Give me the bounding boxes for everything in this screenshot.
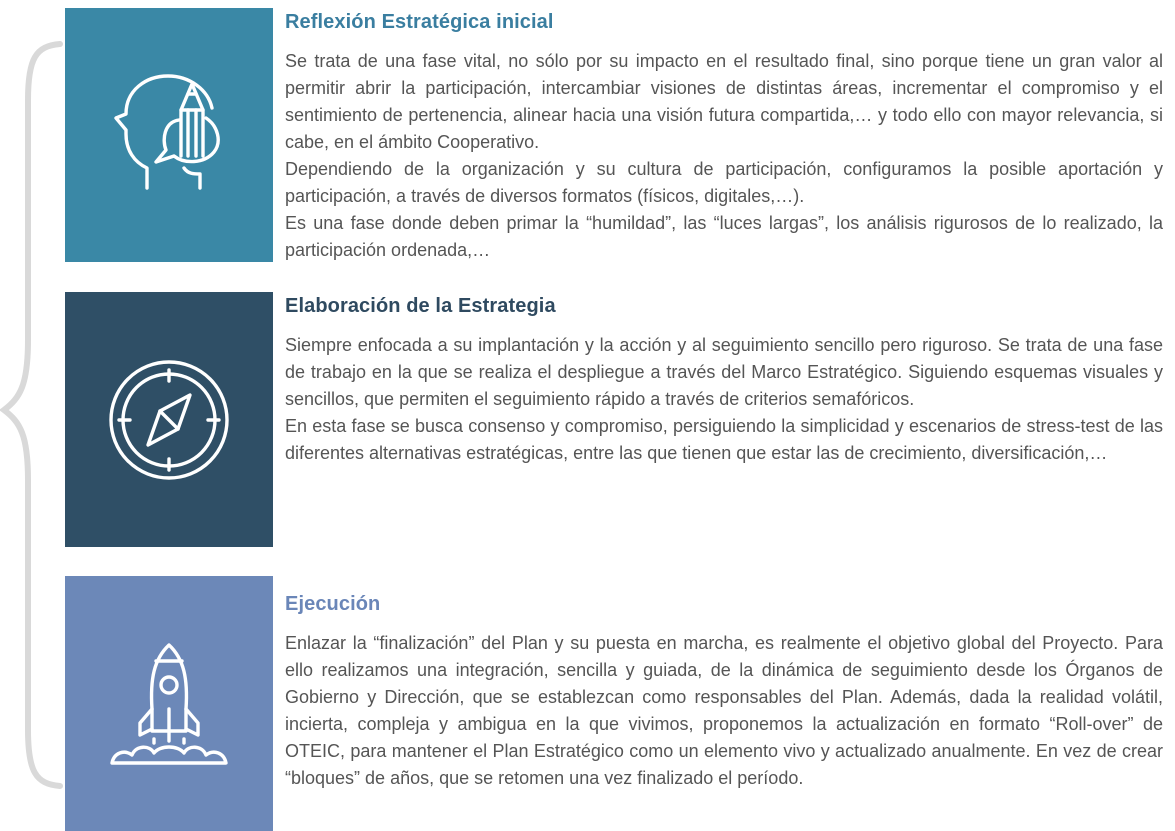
phase-ejecucion [65,576,1165,831]
phase-paragraph: Enlazar la “finalización” del Plan y su puesta en marcha, es realmente el objetivo global del Proyecto. Para ello realizamos una integración, sencilla y guiada, de la dinámica de seguimiento desde los Órganos de Gobierno y Dirección, que se establezcan como responsables del Plan. Además, dada la realidad volátil, incierta, compleja y ambigua en la que vivimos, proponemos la actualización en formato “Roll-over” de OTEIC, para mantener el Plan Estratégico como un elemento vivo y actualizado anualmente. En vez de crear “bloques” de años, que se retomen una vez finalizado el período. [285,633,1163,788]
phase-paragraph: Siempre enfocada a su implantación y la acción y al seguimiento sencillo pero riguroso. Se trata de una fase de trabajo en la que se realiza el despliegue a través del Marco Estratégico. Siguiendo esquemas visuales y sencillos, que permiten el seguimiento rápido a través de criterios semafóricos. [285,335,1163,409]
phase-content-reflexion [285,8,1163,264]
phase-description [285,332,1163,467]
phase-paragraph: Dependiendo de la organización y su cultura de participación, configuramos la posible aportación y participación, a través de diversos formatos (físicos, digitales,…). [285,159,1163,206]
phase-paragraph: Se trata de una fase vital, no sólo por su impacto en el resultado final, sino porque tiene un gran valor al permitir abrir la participación, intercambiar visiones de distintas áreas, incrementar el compromiso y el sentimiento de pertenencia, alinear hacia una visión futura compartida,… y todo ello con mayor relevancia, si cabe, en el ámbito Cooperativo. [285,51,1163,152]
phase-description [285,48,1163,264]
phase-tile-reflexion [65,8,273,262]
phase-paragraph: En esta fase se busca consenso y compromiso, persiguiendo la simplicidad y escenarios de stress-test de las diferentes alternativas estratégicas, entre las que tienen que estar las de crecimiento, diversificación,… [285,416,1163,463]
phase-tile-ejecucion [65,576,273,831]
head-pencil-icon [104,70,234,200]
phase-title: Reflexión Estratégica inicial [285,11,554,33]
curly-brace [0,40,66,790]
phase-content-elaboracion [285,292,1163,467]
rocket-icon [104,639,234,769]
phase-description [285,630,1163,792]
phase-paragraph: Es una fase donde deben primar la “humildad”, las “luces largas”, los análisis rigurosos de lo realizado, la participación ordenada,… [285,213,1163,260]
compass-icon [104,355,234,485]
phase-elaboracion [65,292,1165,547]
phase-tile-elaboracion [65,292,273,547]
phase-content-ejecucion [285,590,1163,792]
phase-title: Ejecución [285,593,381,615]
phase-title: Elaboración de la Estrategia [285,295,556,317]
phase-reflexion [65,8,1165,262]
